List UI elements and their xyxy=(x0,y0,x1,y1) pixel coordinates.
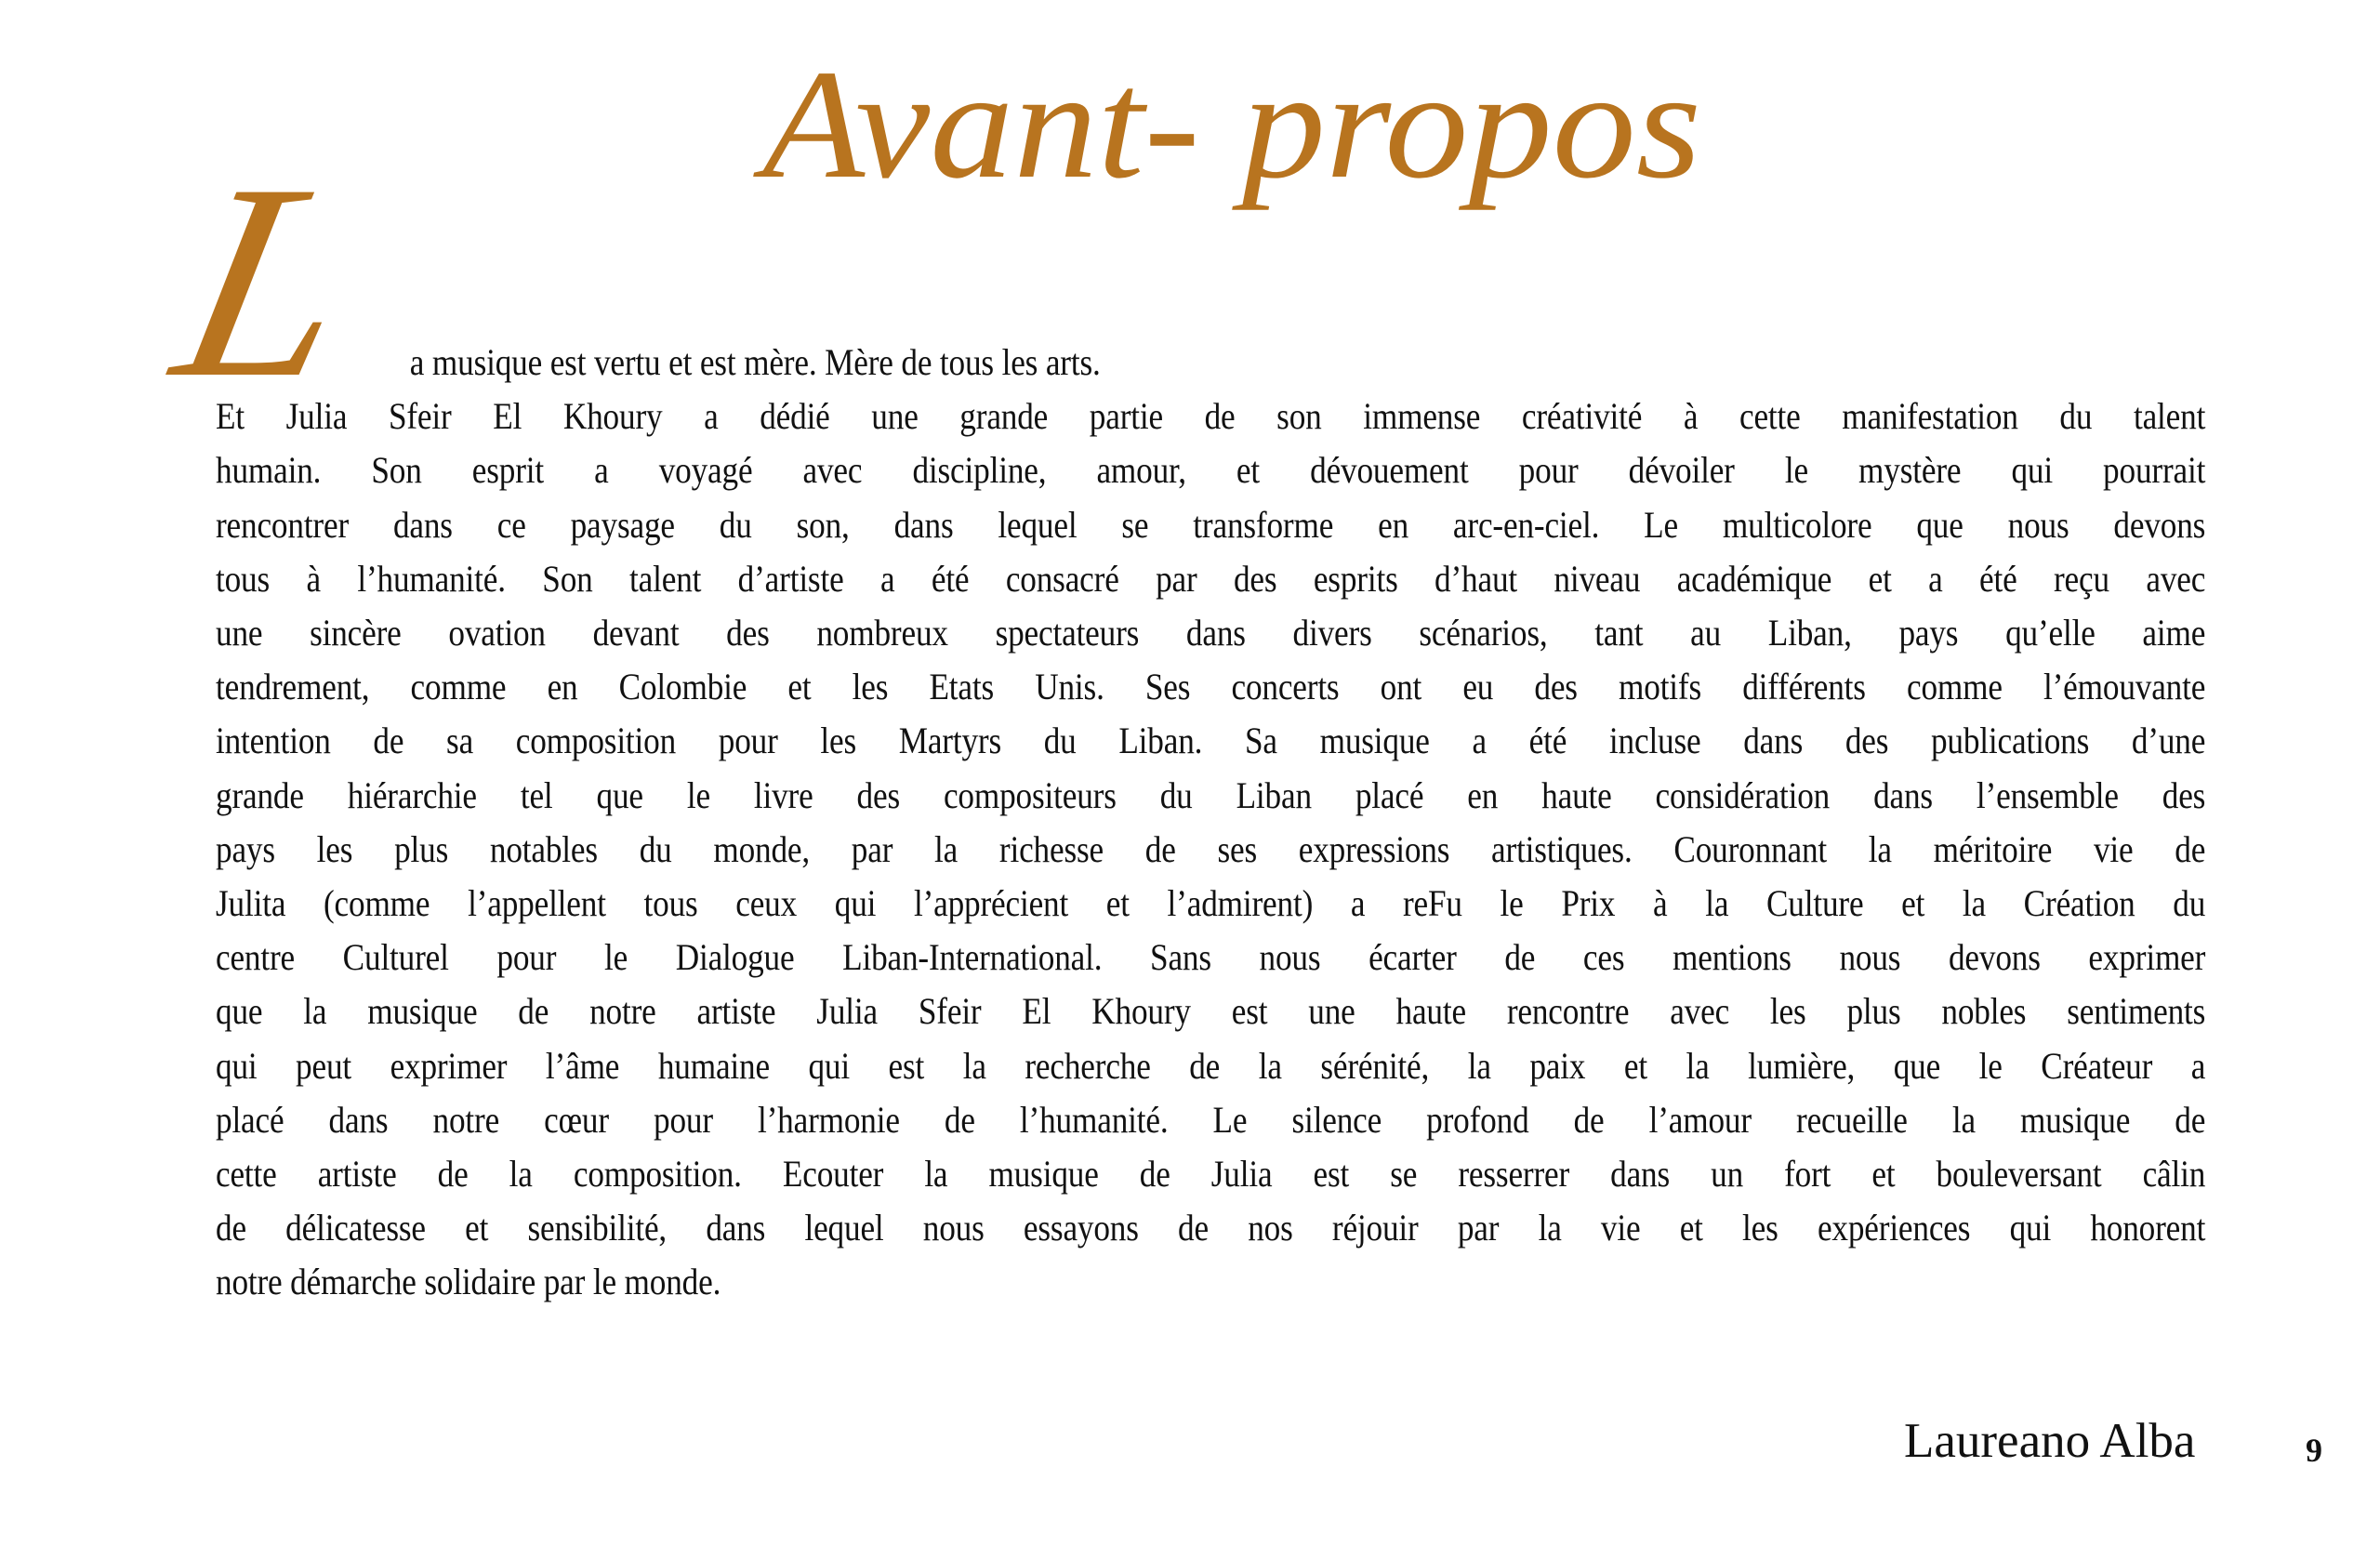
body-line: de délicatesse et sensibilité, dans lequel nous essayons de nos réjouir par la vie et les expériences qui honorent xyxy=(216,1207,2206,1249)
author-signature: Laureano Alba xyxy=(1904,1414,2196,1468)
body-line: cette artiste de la composition. Ecouter la musique de Julia est se resserrer dans un fort et bouleversant câlin xyxy=(216,1153,2206,1196)
body-line: Et Julia Sfeir El Khoury a dédié une grande partie de son immense créativité à cette manifestation du talent xyxy=(216,395,2206,438)
page-title-script xyxy=(753,37,1720,260)
body-line: humain. Son esprit a voyagé avec discipline, amour, et dévouement pour dévoiler le mystère qui pourrait xyxy=(216,449,2206,492)
body-line: grande hiérarchie tel que le livre des compositeurs du Liban placé en haute considération dans l’ensemble des xyxy=(216,773,2206,816)
body-line: tendrement, comme en Colombie et les Etats Unis. Ses concerts ont eu des motifs différents comme l’émouvante xyxy=(216,666,2206,708)
body-line: notre démarche solidaire par le monde. xyxy=(216,1261,721,1303)
body-line: que la musique de notre artiste Julia Sfeir El Khoury est une haute rencontre avec les plus nobles sentiments xyxy=(216,990,2206,1033)
body-paragraph xyxy=(216,336,2205,1310)
body-line: tous à l’humanité. Son talent d’artiste a été consacré par des esprits d’haut niveau académique et a été reçu avec xyxy=(216,557,2206,600)
body-line: pays les plus notables du monde, par la richesse de ses expressions artistiques. Couronnant la méritoire vie de xyxy=(216,827,2206,870)
page-title-text: Avant- propos xyxy=(752,38,1701,211)
body-line: qui peut exprimer l’âme humaine qui est la recherche de la sérénité, la paix et la lumière, que le Créateur a xyxy=(216,1044,2206,1087)
drop-cap-text: L xyxy=(155,126,377,436)
page-title xyxy=(753,37,1720,260)
body-line: placé dans notre cœur pour l’harmonie de l’humanité. Le silence profond de l’amour recueille la musique de xyxy=(216,1098,2206,1141)
body-line: intention de sa composition pour les Martyrs du Liban. Sa musique a été incluse dans des publications d’une xyxy=(216,720,2206,762)
body-line: a musique est vertu et est mère. Mère de tous les arts. xyxy=(409,341,1101,383)
page-number: 9 xyxy=(2306,1432,2322,1469)
body-line: Julita (comme l’appellent tous ceux qui l’apprécient et l’admirent) a reFu le Prix à la Culture et la Création du xyxy=(216,882,2206,925)
body-line: rencontrer dans ce paysage du son, dans lequel se transforme en arc-en-ciel. Le multicolore que nous devons xyxy=(216,503,2206,546)
body-line: centre Culturel pour le Dialogue Liban-International. Sans nous écarter de ces mentions nous devons exprimer xyxy=(216,936,2206,979)
body-line: une sincère ovation devant des nombreux spectateurs dans divers scénarios, tant au Liban, pays qu’elle aime xyxy=(216,612,2206,654)
